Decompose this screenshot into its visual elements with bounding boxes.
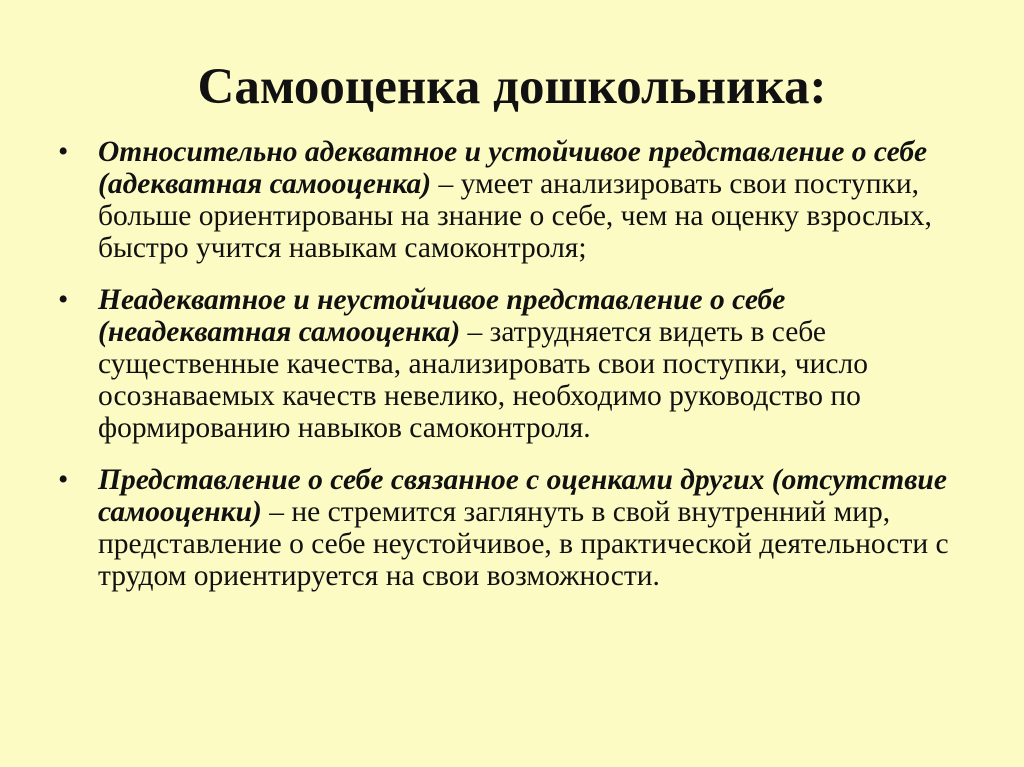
bullet-marker: • [58, 136, 69, 168]
bullet-item-inadequate [58, 284, 978, 444]
bullet-marker: • [58, 284, 69, 316]
bullet-item-adequate [58, 136, 978, 264]
bullet-term: Относительно адекватное и устойчивое представление о себе (адекватная самооценка) [98, 136, 928, 200]
bullet-text: – затрудняется видеть в себе существенные качества, анализировать свои поступки, число осознаваемых качеств невелико, необходимо руководство по формированию навыков самоконтроля. [98, 316, 868, 444]
bullet-item-absent [58, 464, 978, 592]
bullet-text: – не стремится заглянуть в свой внутренний мир, представление о себе неустойчивое, в практической деятельности с трудом ориентируется на свои возможности. [98, 496, 949, 592]
bullet-term: Неадекватное и неустойчивое представление о себе (неадекватная самооценка) [98, 284, 786, 348]
bullet-text: – умеет анализировать свои поступки, больше ориентированы на знание о себе, чем на оценку взрослых, быстро учится навыкам самоконтроля; [98, 168, 932, 264]
bullet-list [58, 136, 978, 612]
bullet-marker: • [58, 464, 69, 496]
bullet-term: Представление о себе связанное с оценками других (отсутствие самооценки) [98, 464, 947, 528]
slide-title: Самооценка дошкольника: [197, 59, 827, 115]
